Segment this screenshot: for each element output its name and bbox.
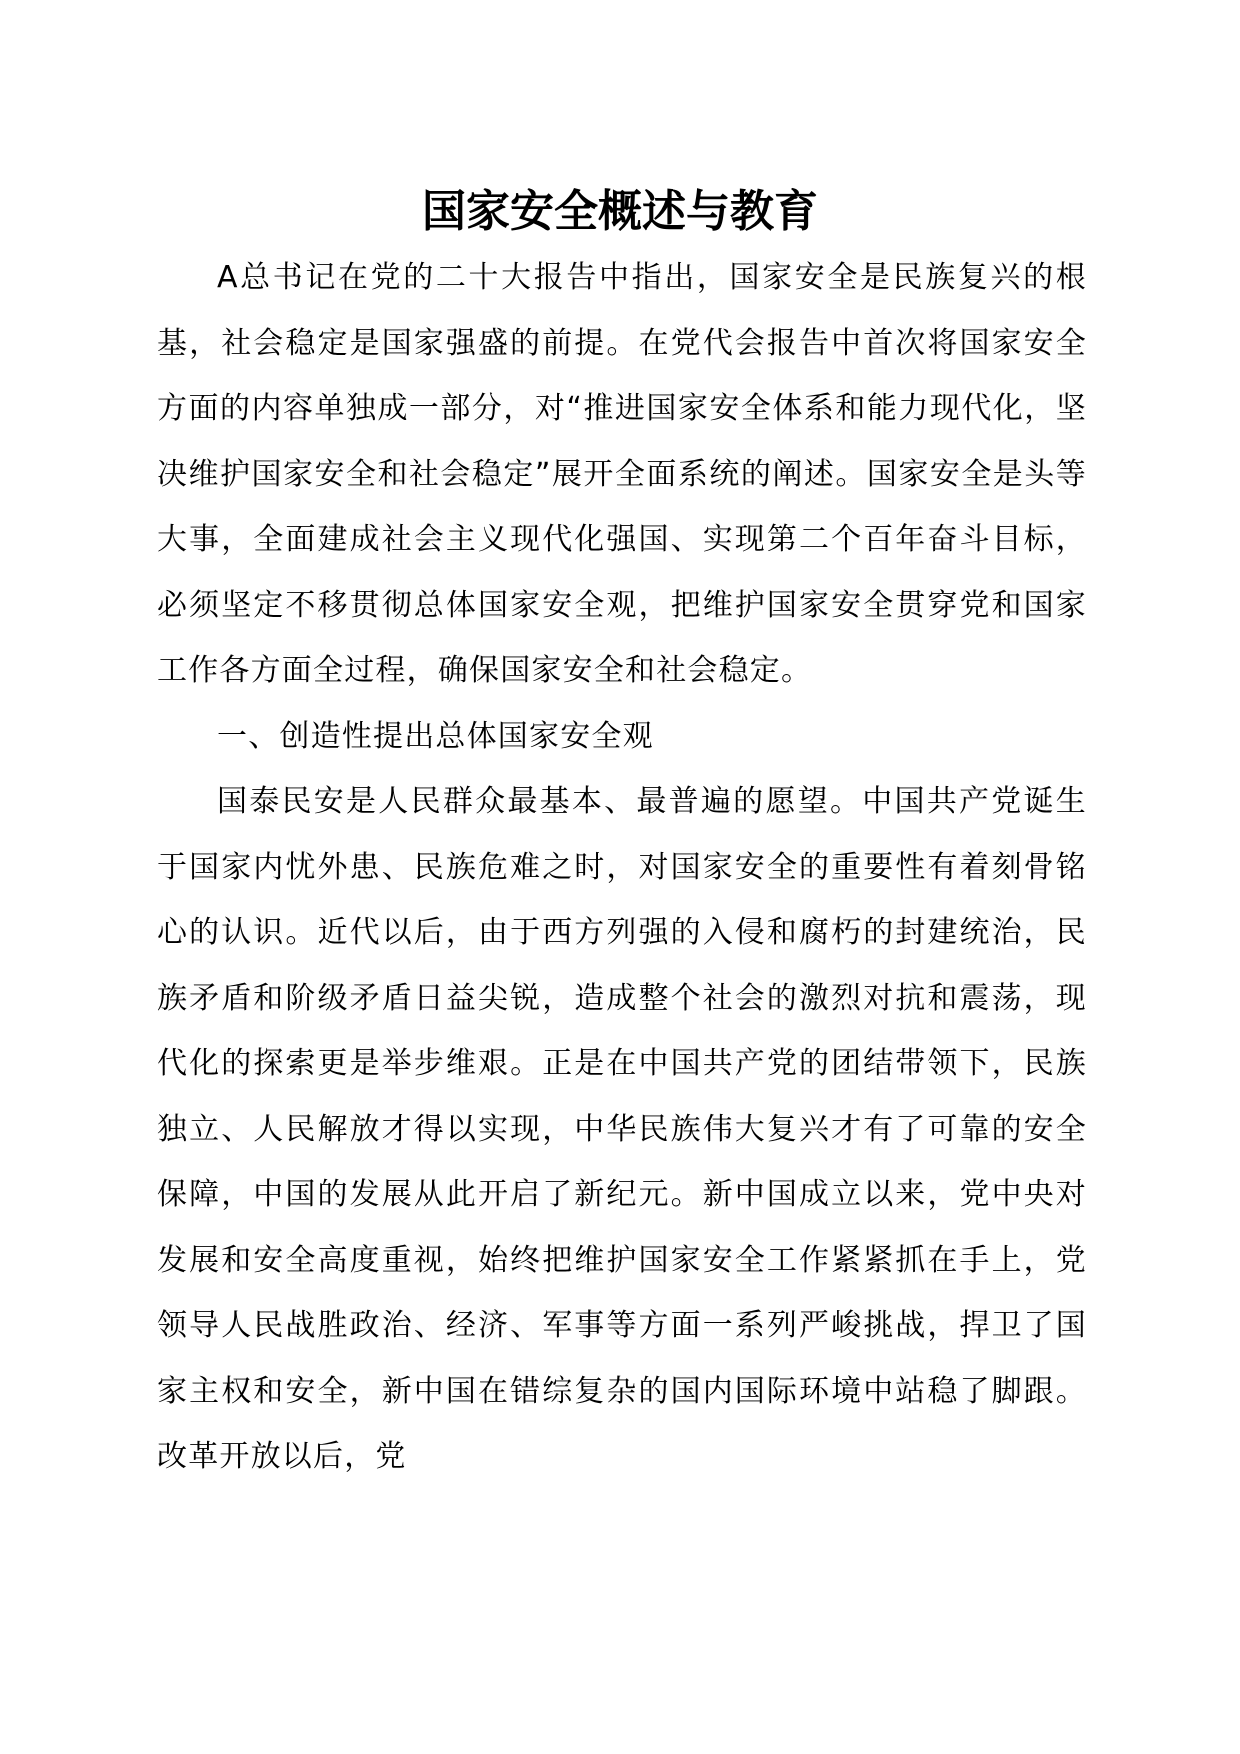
section-heading-1: 一、创造性提出总体国家安全观 — [217, 718, 654, 754]
paragraph-intro: A总书记在党的二十大报告中指出，国家安全是民族复兴的根基，社会稳定是国家强盛的前提。在党代会报告中首次将国家安全方面的内容单独成一部分，对“推进国家安全体系和能力现代化，坚决维护国家安全和社会稳定”展开全面系统的阐述。国家安全是头等大事，全面建成社会主义现代化强国、实现第二个百年奋斗目标，必须坚定不移贯彻总体国家安全观，把维护国家安全贯穿党和国家工作各方面全过程，确保国家安全和社会稳定。 — [157, 260, 1087, 688]
paragraph-section-1: 国泰民安是人民群众最基本、最普遍的愿望。中国共产党诞生于国家内忧外患、民族危难之时，对国家安全的重要性有着刻骨铭心的认识。近代以后，由于西方列强的入侵和腐朽的封建统治，民族矛盾和阶级矛盾日益尖锐，造成整个社会的激烈对抗和震荡，现代化的探索更是举步维艰。正是在中国共产党的团结带领下，民族独立、人民解放才得以实现，中华民族伟大复兴才有了可靠的安全保障，中国的发展从此开启了新纪元。新中国成立以来，党中央对发展和安全高度重视，始终把维护国家安全工作紧紧抓在手上，党领导人民战胜政治、经济、军事等方面一系列严峻挑战，捍卫了国家主权和安全，新中国在错综复杂的国内国际环境中站稳了脚跟。改革开放以后，党 — [157, 784, 1087, 1474]
document-body — [157, 245, 1087, 1490]
document-title: 国家安全概述与教育 — [422, 186, 818, 237]
